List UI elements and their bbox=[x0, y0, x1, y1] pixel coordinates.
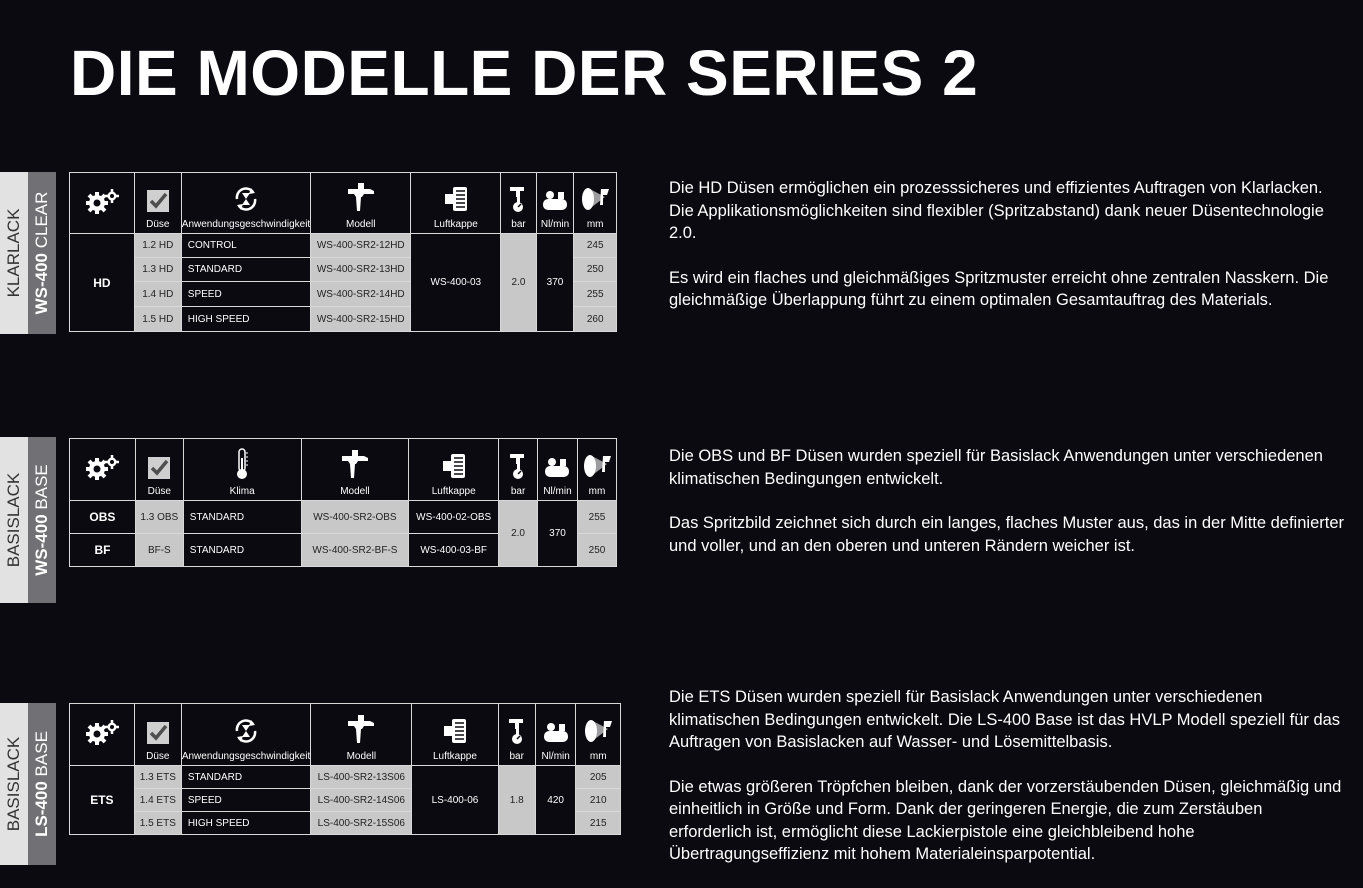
header-speed: Anwendungsgeschwindigkeit bbox=[181, 704, 310, 766]
cell-mm: 255 bbox=[574, 282, 617, 307]
spray-pattern-icon bbox=[579, 185, 611, 213]
group-ets: ETS bbox=[70, 766, 135, 835]
spray-gun-icon bbox=[344, 715, 378, 745]
header-bar: bar bbox=[501, 173, 536, 234]
cell-mm: 250 bbox=[577, 534, 616, 567]
cell-modell: LS-400-SR2-13S06 bbox=[311, 766, 412, 789]
header-nl: Nl/min bbox=[538, 439, 578, 501]
header-duese: Düse bbox=[134, 704, 181, 766]
gears-icon bbox=[70, 439, 136, 501]
cell-klima: STANDARD bbox=[183, 501, 301, 534]
paragraph: Es wird ein flaches und gleichmäßiges Spritzmuster erreicht ohne zentralen Nasskern. Die gleichmäßige Überlappung führt zu einem optimalen Gesamtauftrag des Materials. bbox=[669, 268, 1329, 309]
cell-duese: 1.3 HD bbox=[134, 258, 181, 282]
cell-modell: WS-400-SR2-BF-S bbox=[301, 534, 409, 567]
sidebar-label-klarlack bbox=[0, 172, 56, 334]
header-luftkappe: Luftkappe bbox=[412, 704, 498, 766]
cell-mm: 205 bbox=[576, 766, 621, 789]
header-modell: Modell bbox=[311, 704, 412, 766]
gears-icon bbox=[70, 704, 135, 766]
cell-duese: 1.5 ETS bbox=[134, 812, 181, 835]
header-mm: mm bbox=[574, 173, 617, 234]
cell-nl: 370 bbox=[538, 501, 578, 567]
cell-modell: WS-400-SR2-14HD bbox=[311, 282, 411, 307]
group-obs: OBS bbox=[70, 501, 136, 534]
cell-luftkappe: WS-400-03-BF bbox=[409, 534, 499, 567]
group-hd: HD bbox=[70, 234, 135, 332]
category-label: BASISLACK bbox=[4, 472, 23, 568]
thermometer-icon bbox=[234, 448, 250, 480]
cell-bar: 2.0 bbox=[501, 234, 536, 332]
sidebar-label-basislack-ws bbox=[0, 437, 56, 603]
cell-modell: WS-400-SR2-12HD bbox=[311, 234, 411, 258]
cell-speed: HIGH SPEED bbox=[181, 307, 310, 332]
cell-modell: LS-400-SR2-15S06 bbox=[311, 812, 412, 835]
header-bar: bar bbox=[498, 704, 535, 766]
spray-gun-icon bbox=[338, 450, 372, 480]
cell-modell: LS-400-SR2-14S06 bbox=[311, 789, 412, 812]
category-label: BASISLACK bbox=[4, 736, 23, 832]
cell-speed: SPEED bbox=[181, 282, 310, 307]
cell-bar: 1.8 bbox=[498, 766, 535, 835]
header-nl: Nl/min bbox=[536, 173, 574, 234]
category-label: KLARLACK bbox=[4, 208, 23, 298]
cell-nl: 420 bbox=[535, 766, 576, 835]
checkbox-icon bbox=[146, 189, 170, 213]
hourglass-cycle-icon bbox=[231, 717, 261, 745]
cell-duese: 1.3 OBS bbox=[135, 501, 183, 534]
cell-luftkappe: WS-400-02-OBS bbox=[409, 501, 499, 534]
header-mm: mm bbox=[576, 704, 621, 766]
cell-luftkappe: WS-400-03 bbox=[411, 234, 501, 332]
header-nl: Nl/min bbox=[535, 704, 576, 766]
cell-klima: STANDARD bbox=[183, 534, 301, 567]
pressure-gauge-icon bbox=[507, 717, 527, 745]
paragraph: Die ETS Düsen wurden speziell für Basislack Anwendungen unter verschiedenen klimatischen Bedingungen entwickelt. Die LS-400 Base ist das HVLP Modell speziell für das Auftragen von Basislacken auf Wasser- und Lösemittelbasis. bbox=[669, 688, 1341, 751]
cell-mm: 245 bbox=[574, 234, 617, 258]
spec-table-ls400-base bbox=[69, 703, 621, 835]
header-modell: Modell bbox=[311, 173, 411, 234]
model-label: WS-400 CLEAR bbox=[32, 191, 51, 315]
group-bf: BF bbox=[70, 534, 136, 567]
paragraph: Das Spritzbild zeichnet sich durch ein langes, flaches Muster aus, das in der Mitte definierter und voller, und an den oberen und unteren Rändern weicher ist. bbox=[669, 514, 1344, 555]
model-label: LS-400 BASE bbox=[32, 731, 51, 837]
cell-duese: BF-S bbox=[135, 534, 183, 567]
cell-speed: STANDARD bbox=[181, 258, 310, 282]
spec-table-ws400-clear bbox=[69, 172, 617, 332]
cell-duese: 1.4 ETS bbox=[134, 789, 181, 812]
cell-duese: 1.2 HD bbox=[134, 234, 181, 258]
pressure-gauge-icon bbox=[508, 452, 528, 480]
cell-speed: STANDARD bbox=[181, 766, 310, 789]
model-label: WS-400 BASE bbox=[32, 464, 51, 576]
header-duese: Düse bbox=[135, 439, 183, 501]
cell-mm: 255 bbox=[577, 501, 616, 534]
air-cap-icon bbox=[440, 717, 470, 745]
cell-duese: 1.3 ETS bbox=[134, 766, 181, 789]
gears-icon bbox=[70, 173, 135, 234]
header-modell: Modell bbox=[301, 439, 409, 501]
spec-table-ws400-base bbox=[69, 438, 617, 567]
spray-pattern-icon bbox=[582, 717, 614, 745]
cell-duese: 1.4 HD bbox=[134, 282, 181, 307]
header-klima: Klima bbox=[183, 439, 301, 501]
cell-speed: CONTROL bbox=[181, 234, 310, 258]
hourglass-cycle-icon bbox=[231, 185, 261, 213]
air-cap-icon bbox=[441, 185, 471, 213]
sidebar-label-basislack-ls bbox=[0, 703, 56, 865]
spray-pattern-icon bbox=[581, 452, 613, 480]
cell-duese: 1.5 HD bbox=[134, 307, 181, 332]
compressor-icon bbox=[541, 721, 571, 745]
air-cap-icon bbox=[439, 452, 469, 480]
paragraph: Die HD Düsen ermöglichen ein prozesssicheres und effizientes Auftragen von Klarlacken. Die Applikationsmöglichkeiten sind flexibler (Spritzabstand) dank neuer Düsentechnologie 2.0. bbox=[669, 179, 1324, 242]
cell-bar: 2.0 bbox=[499, 501, 538, 567]
description-ls400-base bbox=[669, 686, 1349, 888]
cell-nl: 370 bbox=[536, 234, 574, 332]
cell-speed: SPEED bbox=[181, 789, 310, 812]
cell-modell: WS-400-SR2-OBS bbox=[301, 501, 409, 534]
description-ws400-clear bbox=[669, 177, 1349, 334]
checkbox-icon bbox=[146, 721, 170, 745]
paragraph: Die etwas größeren Tröpfchen bleiben, dank der vorzerstäubenden Düsen, gleichmäßig und einheitlich in Größe und Form. Dank der geringeren Energie, die zum Zerstäuben erforderlich ist, ermöglicht diese Lackierpistole eine gleichbleibend hohe Übertragungseffizienz mit hohem Materialeinsparpotential. bbox=[669, 777, 1342, 863]
header-luftkappe: Luftkappe bbox=[409, 439, 499, 501]
paragraph: Die OBS und BF Düsen wurden speziell für Basislack Anwendungen unter verschiedenen klimatischen Bedingungen entwickelt. bbox=[669, 447, 1323, 488]
description-ws400-base bbox=[669, 445, 1349, 579]
cell-luftkappe: LS-400-06 bbox=[412, 766, 498, 835]
compressor-icon bbox=[542, 456, 572, 480]
page-title: DIE MODELLE DER SERIES 2 bbox=[70, 37, 979, 109]
header-bar: bar bbox=[499, 439, 538, 501]
compressor-icon bbox=[540, 189, 570, 213]
spray-gun-icon bbox=[344, 183, 378, 213]
header-luftkappe: Luftkappe bbox=[411, 173, 501, 234]
cell-mm: 250 bbox=[574, 258, 617, 282]
header-duese: Düse bbox=[134, 173, 181, 234]
cell-modell: WS-400-SR2-13HD bbox=[311, 258, 411, 282]
header-speed: Anwendungsgeschwindigkeit bbox=[181, 173, 310, 234]
checkbox-icon bbox=[147, 456, 171, 480]
cell-mm: 215 bbox=[576, 812, 621, 835]
cell-mm: 260 bbox=[574, 307, 617, 332]
cell-speed: HIGH SPEED bbox=[181, 812, 310, 835]
header-mm: mm bbox=[577, 439, 616, 501]
pressure-gauge-icon bbox=[508, 185, 528, 213]
cell-mm: 210 bbox=[576, 789, 621, 812]
cell-modell: WS-400-SR2-15HD bbox=[311, 307, 411, 332]
